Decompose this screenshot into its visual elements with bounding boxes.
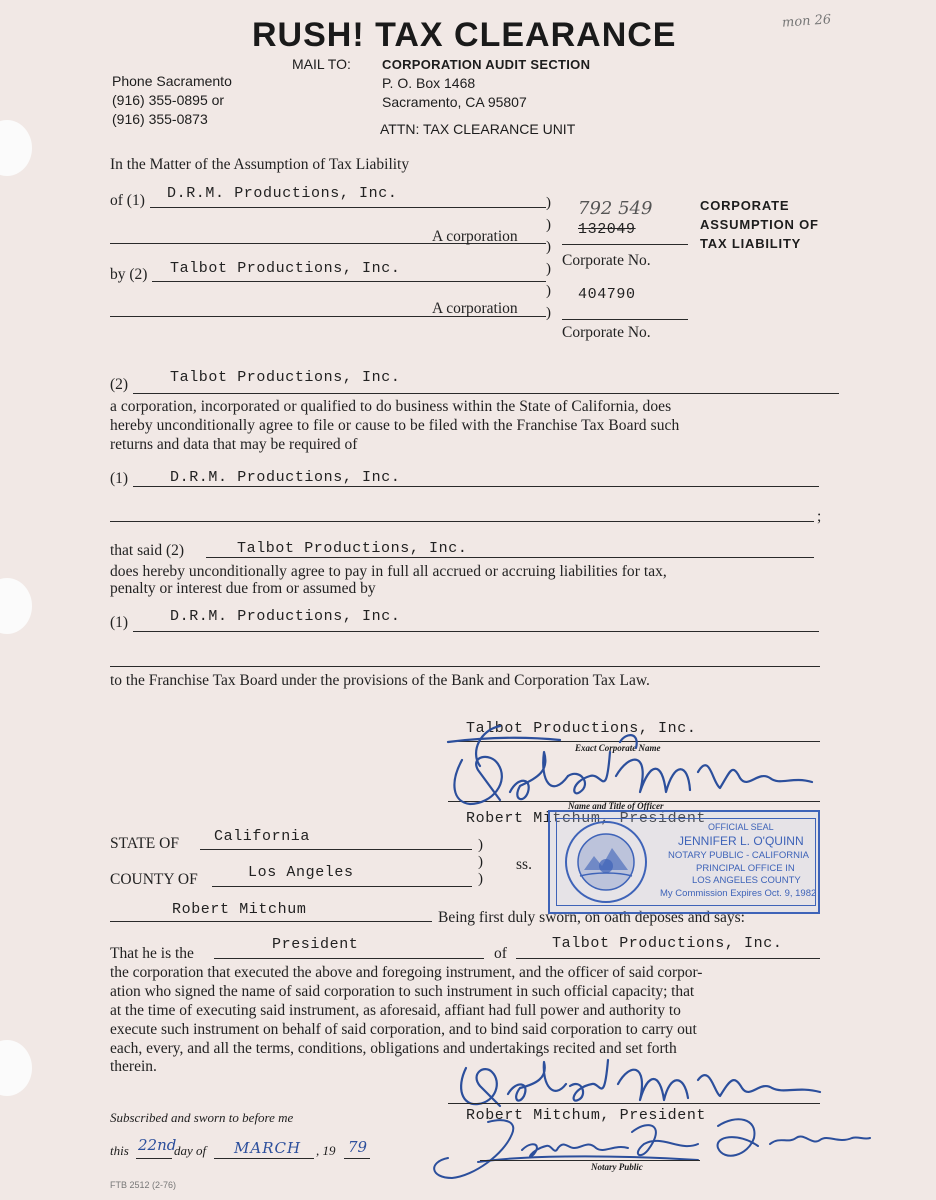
seal-line-1: OFFICIAL SEAL — [708, 822, 774, 832]
mail-to-line-1: CORPORATION AUDIT SECTION — [382, 57, 591, 72]
that-said-label: that said (2) — [110, 542, 185, 559]
ss-label: ss. — [516, 856, 532, 873]
title-line — [214, 958, 484, 959]
assumer-2-value: Talbot Productions, Inc. — [237, 540, 468, 557]
company-2-value: Talbot Productions, Inc. — [170, 260, 401, 277]
phone-line-1: Phone Sacramento — [112, 73, 232, 89]
corp-no-handwritten: 792 549 — [578, 198, 653, 219]
signature-officer-name: Robert Mitchum, President — [466, 810, 707, 827]
notary-para-line-2: ation who signed the name of said corporation to such instrument in such official capacity; that — [110, 983, 695, 1000]
year-line — [344, 1158, 370, 1159]
signature-3-icon — [418, 1104, 878, 1188]
binder-hole-middle — [0, 578, 32, 634]
marker-1a: (1) — [110, 470, 129, 487]
title-value: President — [272, 936, 359, 953]
county-value: Los Angeles — [248, 864, 354, 881]
notary-para-line-3: at the time of executing said instrument, as aforesaid, affiant had full power and authority to — [110, 1002, 681, 1019]
subscribed-text: Subscribed and sworn to before me — [110, 1110, 294, 1125]
corner-note: mon 26 — [781, 12, 832, 31]
company-1-value: D.R.M. Productions, Inc. — [167, 185, 398, 202]
notary-caption: Notary Public — [591, 1162, 643, 1172]
mail-to-label: MAIL TO: — [292, 56, 351, 72]
box-title-1: CORPORATE — [700, 198, 790, 213]
mail-to-line-3: Sacramento, CA 95807 — [382, 94, 527, 110]
signature-officer-caption: Name and Title of Officer — [568, 801, 664, 811]
marker-2: (2) — [110, 376, 129, 393]
seal-line-3: NOTARY PUBLIC - CALIFORNIA — [668, 850, 809, 861]
affiant-value: Robert Mitchum — [172, 901, 307, 918]
company-1-line — [150, 207, 546, 208]
para2-line-2: penalty or interest due from or assumed by — [110, 580, 376, 597]
binder-hole-bottom — [0, 1040, 32, 1096]
seal-line-2: JENNIFER L. O'QUINN — [678, 834, 804, 848]
being-sworn-text: Being first duly sworn, on oath deposes and says: — [438, 909, 745, 926]
signature-1-icon — [440, 712, 860, 812]
assumer-2-line — [206, 557, 814, 558]
target-1-line — [133, 486, 819, 487]
day-of-label: day of — [174, 1143, 207, 1158]
corp-no-2-line — [562, 319, 688, 320]
notary-parens: ) ) ) — [478, 837, 483, 887]
form-title: RUSH! TAX CLEARANCE — [252, 16, 677, 54]
form-code: FTB 2512 (2-76) — [110, 1180, 177, 1190]
signature-corp-name: Talbot Productions, Inc. — [466, 720, 697, 737]
day-value: 22nd — [138, 1136, 177, 1154]
seal-line-4: PRINCIPAL OFFICE IN — [696, 863, 795, 874]
para1-line-3: returns and data that may be required of — [110, 436, 358, 453]
closing-line: to the Franchise Tax Board under the provisions of the Bank and Corporation Tax Law. — [110, 672, 650, 689]
month-line — [214, 1158, 314, 1159]
county-line — [212, 886, 472, 887]
target-2-line — [133, 631, 819, 632]
a-corporation-2: A corporation — [432, 300, 518, 317]
corp-no-2-label: Corporate No. — [562, 324, 651, 341]
day-line — [136, 1158, 172, 1159]
seal-line-5: LOS ANGELES COUNTY — [692, 875, 801, 886]
semicolon: ; — [817, 508, 822, 525]
signature-corp-caption: Exact Corporate Name — [575, 743, 661, 753]
county-label: COUNTY OF — [110, 871, 198, 888]
notary-corp-line — [516, 958, 820, 959]
notary-para-line-4: execute such instrument on behalf of said corporation, and to bind said corporation to carry out — [110, 1021, 697, 1038]
state-label: STATE OF — [110, 835, 179, 852]
attn-line: ATTN: TAX CLEARANCE UNIT — [380, 121, 576, 137]
state-line — [200, 849, 472, 850]
corp-no-1-label: Corporate No. — [562, 252, 651, 269]
year-suffix: 79 — [348, 1138, 368, 1156]
assumer-value: Talbot Productions, Inc. — [170, 369, 401, 386]
box-title-3: TAX LIABILITY — [700, 236, 802, 251]
notary-corp-value: Talbot Productions, Inc. — [552, 935, 783, 952]
para2-line-1: does hereby unconditionally agree to pay in full all accrued or accruing liabilities for tax, — [110, 563, 667, 580]
target-1-value: D.R.M. Productions, Inc. — [170, 469, 401, 486]
year-prefix: , 19 — [316, 1143, 336, 1158]
this-label: this — [110, 1143, 129, 1158]
corp-no-2-value: 404790 — [578, 286, 636, 303]
of-text: of — [494, 945, 507, 962]
paren-column: ) ) ) ) ) ) — [546, 195, 551, 321]
phone-line-2: (916) 355-0895 or — [112, 92, 225, 108]
binder-hole-top — [0, 120, 32, 176]
state-seal-emblem — [560, 818, 652, 906]
para1-line-1: a corporation, incorporated or qualified to do business within the State of California, does — [110, 398, 672, 415]
corp-no-1-line — [562, 244, 688, 245]
company-2-line — [152, 281, 546, 282]
matter-intro: In the Matter of the Assumption of Tax Liability — [110, 156, 410, 173]
state-value: California — [214, 828, 311, 845]
by-label: by (2) — [110, 266, 148, 283]
target-1-line-2 — [110, 521, 814, 522]
corp-no-1-value: 132049 — [578, 221, 636, 238]
notary-sig-line — [480, 1160, 700, 1161]
assumer-line — [133, 393, 839, 394]
box-title-2: ASSUMPTION OF — [700, 217, 819, 232]
notary-para-line-6: therein. — [110, 1058, 157, 1075]
affiant-line — [110, 921, 432, 922]
para1-line-2: hereby unconditionally agree to file or cause to be filed with the Franchise Tax Board such — [110, 417, 680, 434]
marker-1b: (1) — [110, 614, 129, 631]
notary-seal-stamp — [548, 810, 820, 914]
notary-para-line-5: each, every, and all the terms, conditions, obligations and undertakings recited and set forth — [110, 1040, 677, 1057]
month-value: MARCH — [234, 1139, 302, 1157]
target-2-line-2 — [110, 666, 820, 667]
of-label: of (1) — [110, 192, 145, 209]
that-he-label: That he is the — [110, 945, 194, 962]
phone-line-3: (916) 355-0873 — [112, 111, 208, 127]
mail-to-line-2: P. O. Box 1468 — [382, 75, 476, 91]
signer-value: Robert Mitchum, President — [466, 1107, 707, 1124]
a-corporation-1: A corporation — [432, 228, 518, 245]
notary-para-line-1: the corporation that executed the above and foregoing instrument, and the officer of said corpor- — [110, 964, 703, 981]
target-2-value: D.R.M. Productions, Inc. — [170, 608, 401, 625]
seal-line-6: My Commission Expires Oct. 9, 1982 — [660, 888, 817, 899]
